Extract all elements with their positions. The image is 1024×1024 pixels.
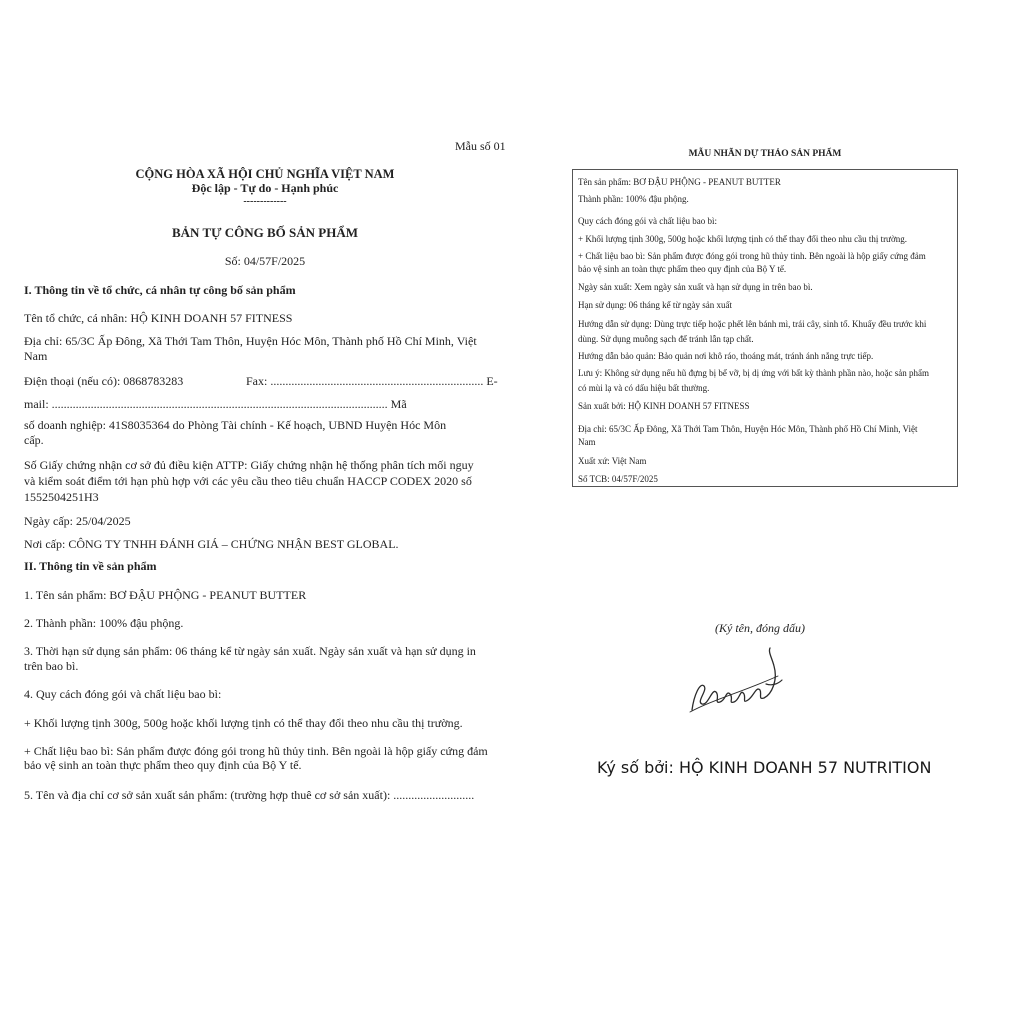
packaging-item: 4. Quy cách đóng gói và chất liệu bao bì:	[24, 687, 222, 701]
org-address-line2: Nam	[24, 349, 48, 363]
food-safety-cert-line3: 1552504251H3	[24, 490, 99, 504]
motto-divider: -------------	[243, 196, 287, 207]
label-expiry: Hạn sử dụng: 06 tháng kể từ ngày sản xuất	[578, 300, 732, 310]
section2-heading: II. Thông tin về sản phẩm	[24, 559, 157, 573]
label-tcb-number: Số TCB: 04/57F/2025	[578, 474, 658, 484]
cert-issue-date: Ngày cấp: 25/04/2025	[24, 514, 131, 528]
label-packaging-material-line1: + Chất liệu bao bì: Sản phẩm được đóng gói trong hũ thủy tinh. Bên ngoài là hộp giấy cứng đảm	[578, 251, 926, 261]
label-note-line2: có mùi lạ và có dấu hiệu bất thường.	[578, 383, 710, 393]
label-address-line2: Nam	[578, 437, 596, 447]
digital-signature: Ký số bởi: HỘ KINH DOANH 57 NUTRITION	[597, 758, 932, 777]
republic-header: CỘNG HÒA XÃ HỘI CHỦ NGHĨA VIỆT NAM	[135, 167, 395, 181]
handwritten-signature	[682, 640, 792, 720]
packaging-weight: + Khối lượng tịnh 300g, 500g hoặc khối lượng tịnh có thể thay đổi theo nhu cầu thị trường.	[24, 716, 463, 730]
label-production-date: Ngày sản xuất: Xem ngày sản xuất và hạn sử dụng in trên bao bì.	[578, 282, 813, 292]
label-packaging-material-line2: bảo vệ sinh an toàn thực phẩm theo quy định của Bộ Y tế.	[578, 264, 787, 274]
draft-label-box	[572, 169, 958, 487]
label-packaging-heading: Quy cách đóng gói và chất liệu bao bì:	[578, 216, 717, 226]
section1-heading: I. Thông tin về tổ chức, cá nhân tự công bố sản phẩm	[24, 283, 296, 297]
food-safety-cert-line1: Số Giấy chứng nhận cơ sở đủ điều kiện ATTP: Giấy chứng nhận hệ thống phân tích mối nguy	[24, 458, 474, 472]
label-packaging-weight: + Khối lượng tịnh 300g, 500g hoặc khối lượng tịnh có thể thay đổi theo nhu cầu thị trường.	[578, 234, 907, 244]
cert-issuer: Nơi cấp: CÔNG TY TNHH ĐÁNH GIÁ – CHỨNG NHẬN BEST GLOBAL.	[24, 537, 399, 551]
national-motto: Độc lập - Tự do - Hạnh phúc	[191, 181, 339, 195]
label-usage-line1: Hướng dẫn sử dụng: Dùng trực tiếp hoặc phết lên bánh mì, trái cây, sinh tố. Khuấy đều trước khi	[578, 319, 927, 329]
business-code-line2: cấp.	[24, 433, 44, 447]
label-title: MẪU NHÃN DỰ THẢO SẢN PHẨM	[688, 149, 842, 159]
manufacturer-item: 5. Tên và địa chỉ cơ sở sản xuất sản phẩm: (trường hợp thuê cơ sở sản xuất): ...........................	[24, 788, 475, 802]
label-origin: Xuất xứ: Việt Nam	[578, 456, 647, 466]
business-code-line1: số doanh nghiệp: 41S8035364 do Phòng Tài chính - Kế hoạch, UBND Huyện Hóc Môn	[24, 418, 447, 432]
shelf-life-item-line1: 3. Thời hạn sử dụng sản phẩm: 06 tháng kể từ ngày sản xuất. Ngày sản xuất và hạn sử dụng in	[24, 644, 476, 658]
ingredients-item: 2. Thành phần: 100% đậu phộng.	[24, 616, 184, 630]
org-phone: Điện thoại (nếu có): 0868783283	[24, 374, 184, 388]
label-address-line1: Địa chỉ: 65/3C Ấp Đông, Xã Thới Tam Thôn, Huyện Hóc Môn, Thành phố Hồ Chí Minh, Việt	[578, 424, 918, 434]
sign-instruction: (Ký tên, đóng dấu)	[715, 621, 805, 635]
food-safety-cert-line2: và kiểm soát điểm tới hạn phù hợp với các yêu cầu theo tiêu chuẩn HACCP CODEX 2020 số	[24, 474, 472, 488]
label-storage: Hướng dẫn bảo quản: Bảo quản nơi khô ráo, thoáng mát, tránh ánh nắng trực tiếp.	[578, 351, 874, 361]
label-usage-line2: dùng. Sử dụng muỗng sạch để tránh lẫn tạp chất.	[578, 334, 754, 344]
label-product-name: Tên sản phẩm: BƠ ĐẬU PHỘNG - PEANUT BUTTER	[578, 177, 781, 187]
packaging-material-line1: + Chất liệu bao bì: Sản phẩm được đóng gói trong hũ thủy tinh. Bên ngoài là hộp giấy cứng đảm	[24, 744, 488, 758]
org-name: Tên tổ chức, cá nhân: HỘ KINH DOANH 57 FITNESS	[24, 311, 293, 325]
form-number: Mẫu số 01	[455, 139, 506, 153]
document-title: BẢN TỰ CÔNG BỐ SẢN PHẨM	[172, 225, 358, 240]
org-email: mail: ................................................................................................................ Mã	[24, 397, 407, 411]
document-number: Số: 04/57F/2025	[224, 254, 306, 268]
packaging-material-line2: bảo vệ sinh an toàn thực phẩm theo quy định của Bộ Y tế.	[24, 758, 302, 772]
label-note-line1: Lưu ý: Không sử dụng nếu hũ đựng bị bể vỡ, bị dị ứng với bất kỳ thành phần nào, hoặc sản phẩm	[578, 368, 929, 378]
label-ingredients: Thành phần: 100% đậu phộng.	[578, 194, 689, 204]
product-name-item: 1. Tên sản phẩm: BƠ ĐẬU PHỘNG - PEANUT BUTTER	[24, 588, 307, 602]
shelf-life-item-line2: trên bao bì.	[24, 659, 79, 673]
label-manufacturer: Sản xuất bởi: HỘ KINH DOANH 57 FITNESS	[578, 401, 750, 411]
org-fax: Fax: ....................................................................... E-	[246, 374, 498, 388]
org-address-line1: Địa chỉ: 65/3C Ấp Đông, Xã Thới Tam Thôn, Huyện Hóc Môn, Thành phố Hồ Chí Minh, Việt	[24, 334, 477, 348]
